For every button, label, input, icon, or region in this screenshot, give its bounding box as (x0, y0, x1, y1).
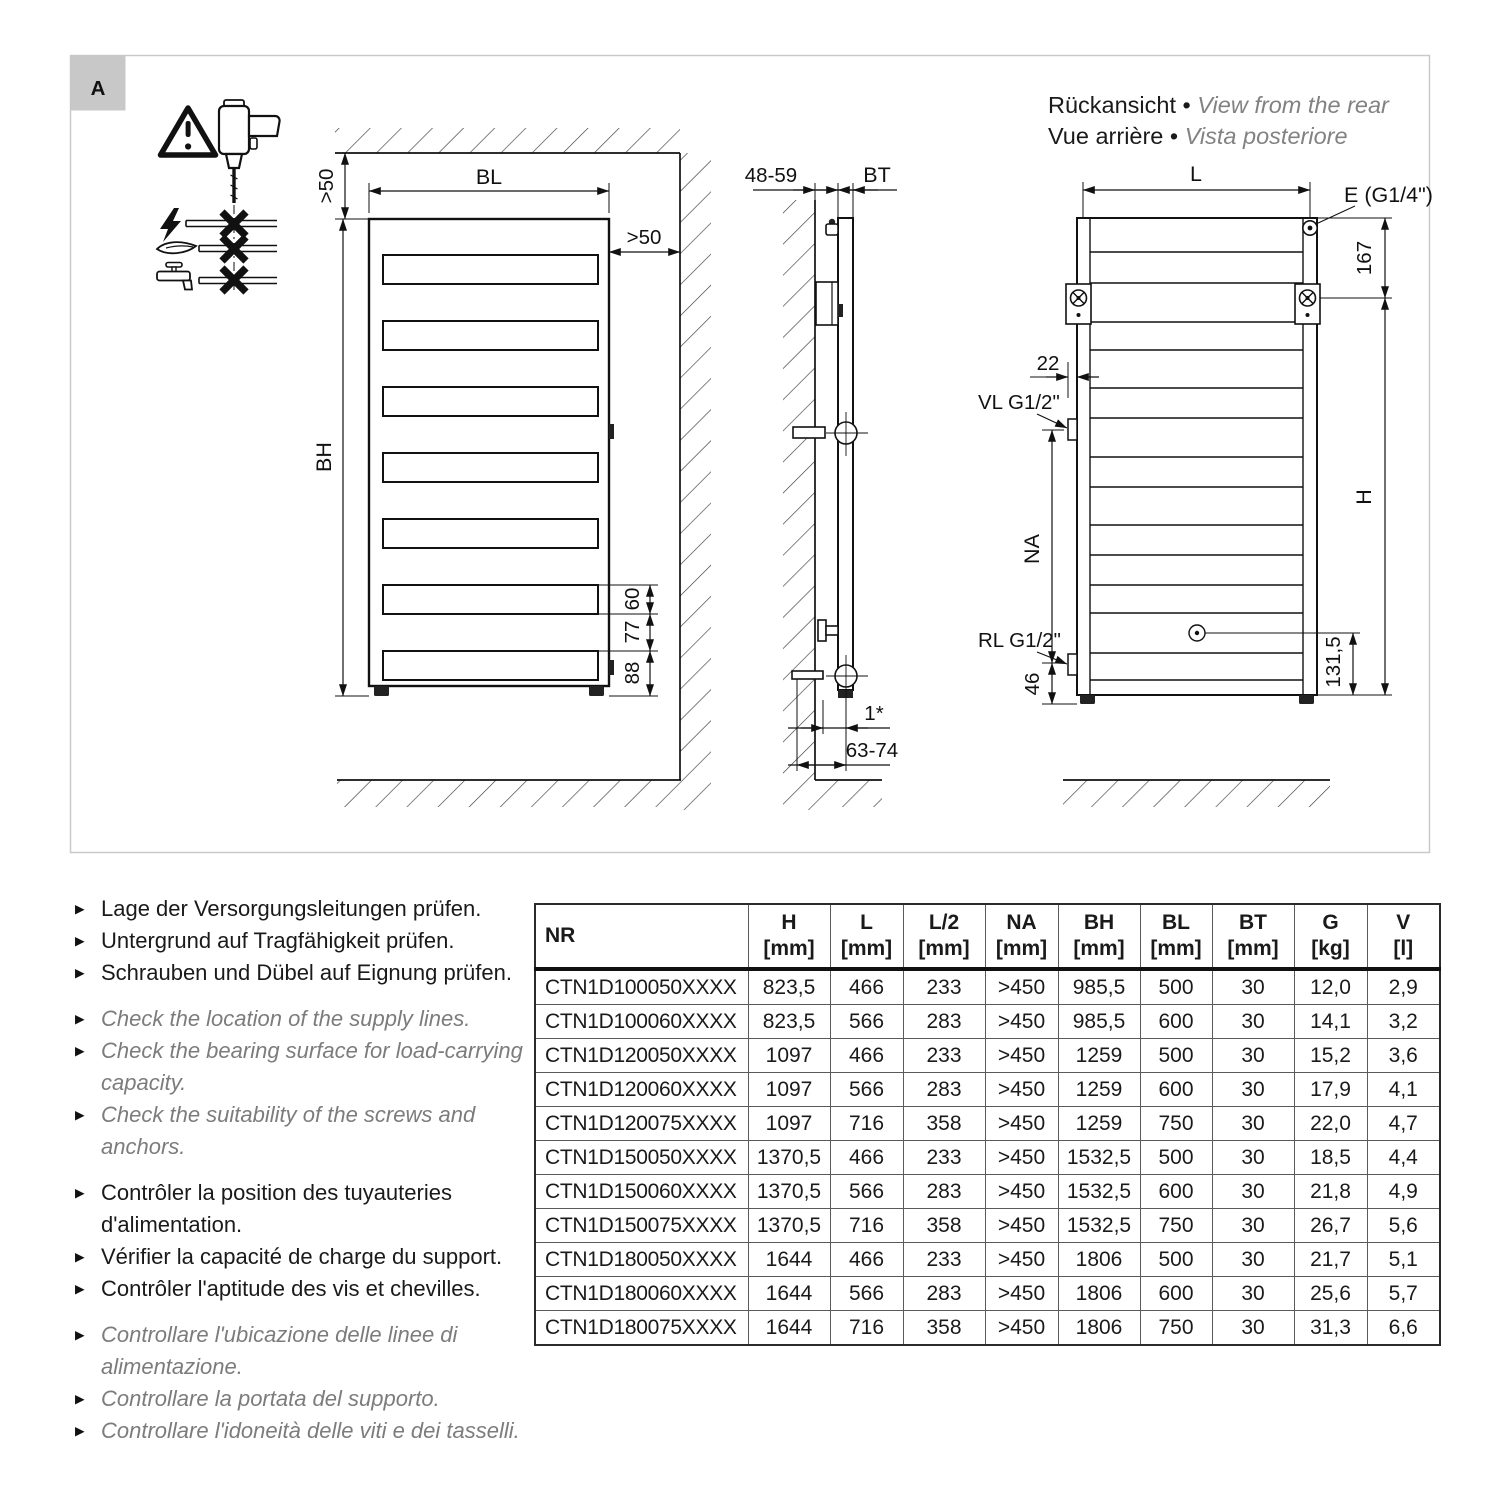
instruction-item (75, 1099, 537, 1163)
column-header-l (830, 904, 903, 969)
header-symbol: V (1396, 911, 1411, 934)
rl-pipe (1068, 654, 1077, 675)
rear-title-line1 (1048, 90, 1389, 121)
dim-label-vl: VL G1/2" (978, 391, 1060, 414)
instruction-text: Schrauben und Dübel auf Eignung prüfen. (101, 960, 512, 985)
bullet-icon: ▶ (75, 1424, 85, 1438)
value-cell: 1097 (748, 1107, 830, 1141)
vent-body (826, 224, 838, 235)
bottom-cap (838, 690, 853, 698)
floor-hatch (815, 780, 882, 807)
header-unit: [mm] (918, 937, 970, 960)
instruction-text: Controllare l'ubicazione delle linee di alimentazione. (101, 1322, 458, 1379)
table-row (535, 1005, 1440, 1039)
value-cell: 1806 (1058, 1243, 1140, 1277)
value-cell: 716 (830, 1311, 903, 1346)
model-number-cell: CTN1D120075XXXX (535, 1107, 748, 1141)
value-cell: 985,5 (1058, 1005, 1140, 1039)
instruction-text: Controllare l'idoneità delle viti e dei tasselli. (101, 1418, 520, 1443)
instruction-text: Check the location of the supply lines. (101, 1006, 471, 1031)
model-number-cell: CTN1D100060XXXX (535, 1005, 748, 1039)
value-cell: 283 (903, 1175, 985, 1209)
dim-label-22: 22 (1036, 352, 1060, 375)
value-cell: 716 (830, 1209, 903, 1243)
spec-table-head (535, 904, 1440, 969)
value-cell: 1370,5 (748, 1175, 830, 1209)
dim-label-rl: RL G1/2" (978, 629, 1061, 652)
dim-label-167: 167 (1353, 240, 1376, 276)
bullet-icon: ▶ (75, 1108, 85, 1122)
instruction-block-de (75, 893, 537, 989)
value-cell: 1532,5 (1058, 1209, 1140, 1243)
value-cell: >450 (985, 1175, 1058, 1209)
value-cell: 14,1 (1294, 1005, 1367, 1039)
instruction-item (75, 1415, 537, 1447)
bullet-icon: ▶ (75, 1044, 85, 1058)
dim-label-bl: BL (475, 165, 503, 189)
value-cell: 3,6 (1367, 1039, 1440, 1073)
value-cell: 30 (1212, 1107, 1294, 1141)
model-number-cell: CTN1D180050XXXX (535, 1243, 748, 1277)
rear-view-title (1048, 90, 1389, 152)
table-row (535, 1311, 1440, 1346)
title-fr: Vue arrière (1048, 123, 1164, 149)
column-header-nr (535, 904, 748, 969)
value-cell: 3,2 (1367, 1005, 1440, 1039)
value-cell: 233 (903, 969, 985, 1005)
table-row (535, 1175, 1440, 1209)
header-symbol: L (860, 911, 873, 934)
model-number-cell: CTN1D180075XXXX (535, 1311, 748, 1346)
value-cell: 566 (830, 1073, 903, 1107)
value-cell: >450 (985, 1311, 1058, 1346)
instruction-text: Controllare la portata del supporto. (101, 1386, 440, 1411)
value-cell: 1097 (748, 1039, 830, 1073)
instruction-text: Contrôler l'aptitude des vis et chevilles. (101, 1276, 481, 1301)
value-cell: 30 (1212, 1039, 1294, 1073)
bullet-icon: ▶ (75, 966, 85, 980)
value-cell: 600 (1140, 1175, 1212, 1209)
value-cell: 1532,5 (1058, 1175, 1140, 1209)
table-row (535, 1209, 1440, 1243)
value-cell: 985,5 (1058, 969, 1140, 1005)
radiator-foot (589, 686, 604, 696)
header-unit: [mm] (840, 937, 893, 960)
value-cell: 30 (1212, 1005, 1294, 1039)
ceiling-hatch (335, 128, 680, 153)
value-cell: 283 (903, 1073, 985, 1107)
header-unit: [mm] (1150, 937, 1202, 960)
value-cell: 4,7 (1367, 1107, 1440, 1141)
value-cell: >450 (985, 969, 1058, 1005)
instruction-text: Untergrund auf Tragfähigkeit prüfen. (101, 928, 455, 953)
value-cell: 4,9 (1367, 1175, 1440, 1209)
wall-hatch (783, 200, 815, 810)
radiator-side (838, 218, 853, 690)
dim-label-bh: BH (312, 442, 336, 472)
model-number-cell: CTN1D100050XXXX (535, 969, 748, 1005)
instruction-item (75, 1319, 537, 1383)
dim-label-gap-top: >50 (315, 168, 338, 204)
header-symbol: L/2 (928, 911, 960, 934)
value-cell: 600 (1140, 1073, 1212, 1107)
value-cell: 823,5 (748, 969, 830, 1005)
floor-hatch (1063, 780, 1330, 807)
header-row (535, 904, 1440, 969)
header-unit: [kg] (1311, 937, 1350, 960)
floor-hatch (337, 780, 680, 807)
instruction-block-fr (75, 1177, 537, 1305)
bullet-icon: ▶ (75, 1186, 85, 1200)
value-cell: 358 (903, 1107, 985, 1141)
value-cell: 500 (1140, 969, 1212, 1005)
bracket-nub (838, 304, 843, 317)
mounting-bracket-right (1295, 284, 1320, 324)
header-symbol: BL (1162, 911, 1190, 934)
vl-pipe (1068, 419, 1077, 440)
value-cell: >450 (985, 1277, 1058, 1311)
bullet-icon: ▶ (75, 1282, 85, 1296)
column-header-bh (1058, 904, 1140, 969)
radiator-foot (1080, 695, 1095, 704)
value-cell: 30 (1212, 1243, 1294, 1277)
spec-table (534, 903, 1441, 1346)
wall-plate (793, 427, 825, 438)
wall-bracket (816, 282, 838, 325)
column-header-bl (1140, 904, 1212, 969)
instruction-item (75, 957, 537, 989)
bullet-icon: ▶ (75, 1328, 85, 1342)
instruction-text: Lage der Versorgungsleitungen prüfen. (101, 896, 482, 921)
value-cell: 358 (903, 1311, 985, 1346)
value-cell: 233 (903, 1243, 985, 1277)
model-number-cell: CTN1D120050XXXX (535, 1039, 748, 1073)
bullet-icon: ▶ (75, 1392, 85, 1406)
model-number-cell: CTN1D150075XXXX (535, 1209, 748, 1243)
rear-title-line2 (1048, 121, 1389, 152)
instruction-text: Check the suitability of the screws and anchors. (101, 1102, 476, 1159)
table-row (535, 1277, 1440, 1311)
dim-label-na: NA (1020, 534, 1044, 564)
value-cell: 5,7 (1367, 1277, 1440, 1311)
spec-table-body (535, 969, 1440, 1345)
instruction-item (75, 1003, 537, 1035)
instruction-item (75, 1177, 537, 1241)
column-header-h (748, 904, 830, 969)
header-unit: [mm] (763, 937, 815, 960)
value-cell: >450 (985, 1005, 1058, 1039)
value-cell: >450 (985, 1141, 1058, 1175)
instruction-text: Vérifier la capacité de charge du support. (101, 1244, 503, 1269)
value-cell: 2,9 (1367, 969, 1440, 1005)
value-cell: 30 (1212, 1073, 1294, 1107)
value-cell: 1532,5 (1058, 1141, 1140, 1175)
table-row (535, 1073, 1440, 1107)
instruction-text: Contrôler la position des tuyauteries d'alimentation. (101, 1180, 452, 1237)
value-cell: 466 (830, 1039, 903, 1073)
value-cell: 4,1 (1367, 1073, 1440, 1107)
value-cell: 466 (830, 1243, 903, 1277)
value-cell: 1644 (748, 1243, 830, 1277)
value-cell: 1806 (1058, 1311, 1140, 1346)
value-cell: 30 (1212, 1311, 1294, 1346)
value-cell: 716 (830, 1107, 903, 1141)
table-row (535, 969, 1440, 1005)
title-en: View from the rear (1197, 92, 1389, 118)
value-cell: 1097 (748, 1073, 830, 1107)
value-cell: 566 (830, 1175, 903, 1209)
value-cell: 233 (903, 1141, 985, 1175)
value-cell: 1370,5 (748, 1141, 830, 1175)
dim-label-e: E (G1/4") (1344, 183, 1433, 207)
instruction-item (75, 1241, 537, 1273)
title-it: Vista posteriore (1184, 123, 1348, 149)
value-cell: 5,1 (1367, 1243, 1440, 1277)
dim-label-88: 88 (621, 661, 644, 685)
table-row (535, 1107, 1440, 1141)
header-unit: [mm] (995, 937, 1048, 960)
value-cell: 823,5 (748, 1005, 830, 1039)
table-row (535, 1243, 1440, 1277)
value-cell: 1644 (748, 1277, 830, 1311)
model-number-cell: CTN1D120060XXXX (535, 1073, 748, 1107)
value-cell: 30 (1212, 1141, 1294, 1175)
value-cell: 600 (1140, 1277, 1212, 1311)
side-nub (609, 660, 614, 675)
dim-label-48-59: 48-59 (744, 164, 798, 187)
value-cell: 30 (1212, 1209, 1294, 1243)
dim-label-bt: BT (863, 163, 891, 187)
value-cell: 22,0 (1294, 1107, 1367, 1141)
value-cell: 500 (1140, 1141, 1212, 1175)
dim-label-77: 77 (621, 620, 644, 644)
value-cell: 566 (830, 1005, 903, 1039)
value-cell: 21,8 (1294, 1175, 1367, 1209)
column-header-v (1367, 904, 1440, 969)
header-unit: [mm] (1227, 937, 1279, 960)
header-unit: [mm] (1073, 937, 1125, 960)
header-unit: [l] (1393, 937, 1414, 960)
value-cell: 5,6 (1367, 1209, 1440, 1243)
value-cell: >450 (985, 1039, 1058, 1073)
value-cell: 1259 (1058, 1073, 1140, 1107)
table-row (535, 1141, 1440, 1175)
instruction-item (75, 925, 537, 957)
value-cell: >450 (985, 1243, 1058, 1277)
value-cell: 1259 (1058, 1039, 1140, 1073)
column-header-na (985, 904, 1058, 969)
lower-bracket (826, 626, 838, 635)
header-symbol: BT (1239, 911, 1267, 934)
title-de: Rückansicht (1048, 92, 1176, 118)
dim-label-h: H (1352, 489, 1376, 505)
dim-label-131: 131,5 (1322, 636, 1345, 688)
bullet-icon: ▶ (75, 1250, 85, 1264)
instruction-item (75, 1035, 537, 1099)
value-cell: >450 (985, 1209, 1058, 1243)
instruction-item (75, 1273, 537, 1305)
value-cell: 1259 (1058, 1107, 1140, 1141)
instruction-block-en (75, 1003, 537, 1163)
value-cell: 566 (830, 1277, 903, 1311)
value-cell: 31,3 (1294, 1311, 1367, 1346)
value-cell: 30 (1212, 1175, 1294, 1209)
value-cell: 600 (1140, 1005, 1212, 1039)
lower-wall-plate (792, 671, 823, 679)
dim-label-1star: 1* (864, 702, 884, 725)
value-cell: 18,5 (1294, 1141, 1367, 1175)
instructions (75, 893, 537, 1461)
dim-label-l: L (1190, 162, 1202, 186)
dim-label-gap-side: >50 (626, 226, 662, 249)
value-cell: 12,0 (1294, 969, 1367, 1005)
column-header-g (1294, 904, 1367, 969)
value-cell: 466 (830, 1141, 903, 1175)
instruction-item (75, 893, 537, 925)
instruction-text: Check the bearing surface for load-carrying capacity. (101, 1038, 523, 1095)
value-cell: 26,7 (1294, 1209, 1367, 1243)
bullet-icon: ▶ (75, 934, 85, 948)
value-cell: 1370,5 (748, 1209, 830, 1243)
wall-hatch (680, 153, 711, 810)
value-cell: 17,9 (1294, 1073, 1367, 1107)
value-cell: 21,7 (1294, 1243, 1367, 1277)
panel-a-label: A (90, 77, 106, 100)
value-cell: 1644 (748, 1311, 830, 1346)
value-cell: 500 (1140, 1243, 1212, 1277)
radiator-foot (1299, 695, 1314, 704)
value-cell: 233 (903, 1039, 985, 1073)
bullet-icon: ▶ (75, 1012, 85, 1026)
value-cell: 500 (1140, 1039, 1212, 1073)
value-cell: 1806 (1058, 1277, 1140, 1311)
title-sep: • (1169, 123, 1179, 149)
value-cell: 4,4 (1367, 1141, 1440, 1175)
column-header-bt (1212, 904, 1294, 969)
value-cell: 30 (1212, 1277, 1294, 1311)
header-symbol: H (781, 911, 797, 934)
instruction-block-it (75, 1319, 537, 1447)
header-symbol: NA (1006, 911, 1037, 934)
header-symbol: NR (545, 924, 576, 947)
bullet-icon: ▶ (75, 902, 85, 916)
value-cell: 15,2 (1294, 1039, 1367, 1073)
dim-label-63-74: 63-74 (845, 739, 899, 762)
value-cell: 25,6 (1294, 1277, 1367, 1311)
table-row (535, 1039, 1440, 1073)
column-header-l-2 (903, 904, 985, 969)
model-number-cell: CTN1D150050XXXX (535, 1141, 748, 1175)
dim-label-60: 60 (621, 587, 644, 611)
value-cell: 358 (903, 1209, 985, 1243)
dim-label-46: 46 (1021, 672, 1044, 696)
side-nub (609, 424, 614, 439)
value-cell: 750 (1140, 1311, 1212, 1346)
value-cell: >450 (985, 1107, 1058, 1141)
value-cell: >450 (985, 1073, 1058, 1107)
mounting-bracket-left (1066, 284, 1091, 324)
instruction-item (75, 1383, 537, 1415)
header-symbol: G (1322, 911, 1339, 934)
radiator-foot (374, 686, 389, 696)
value-cell: 750 (1140, 1209, 1212, 1243)
header-symbol: BH (1083, 911, 1115, 934)
value-cell: 30 (1212, 969, 1294, 1005)
value-cell: 750 (1140, 1107, 1212, 1141)
title-sep: • (1182, 92, 1191, 118)
lower-bracket-plate (818, 620, 826, 641)
model-number-cell: CTN1D150060XXXX (535, 1175, 748, 1209)
value-cell: 466 (830, 969, 903, 1005)
value-cell: 6,6 (1367, 1311, 1440, 1346)
model-number-cell: CTN1D180060XXXX (535, 1277, 748, 1311)
value-cell: 283 (903, 1005, 985, 1039)
value-cell: 283 (903, 1277, 985, 1311)
